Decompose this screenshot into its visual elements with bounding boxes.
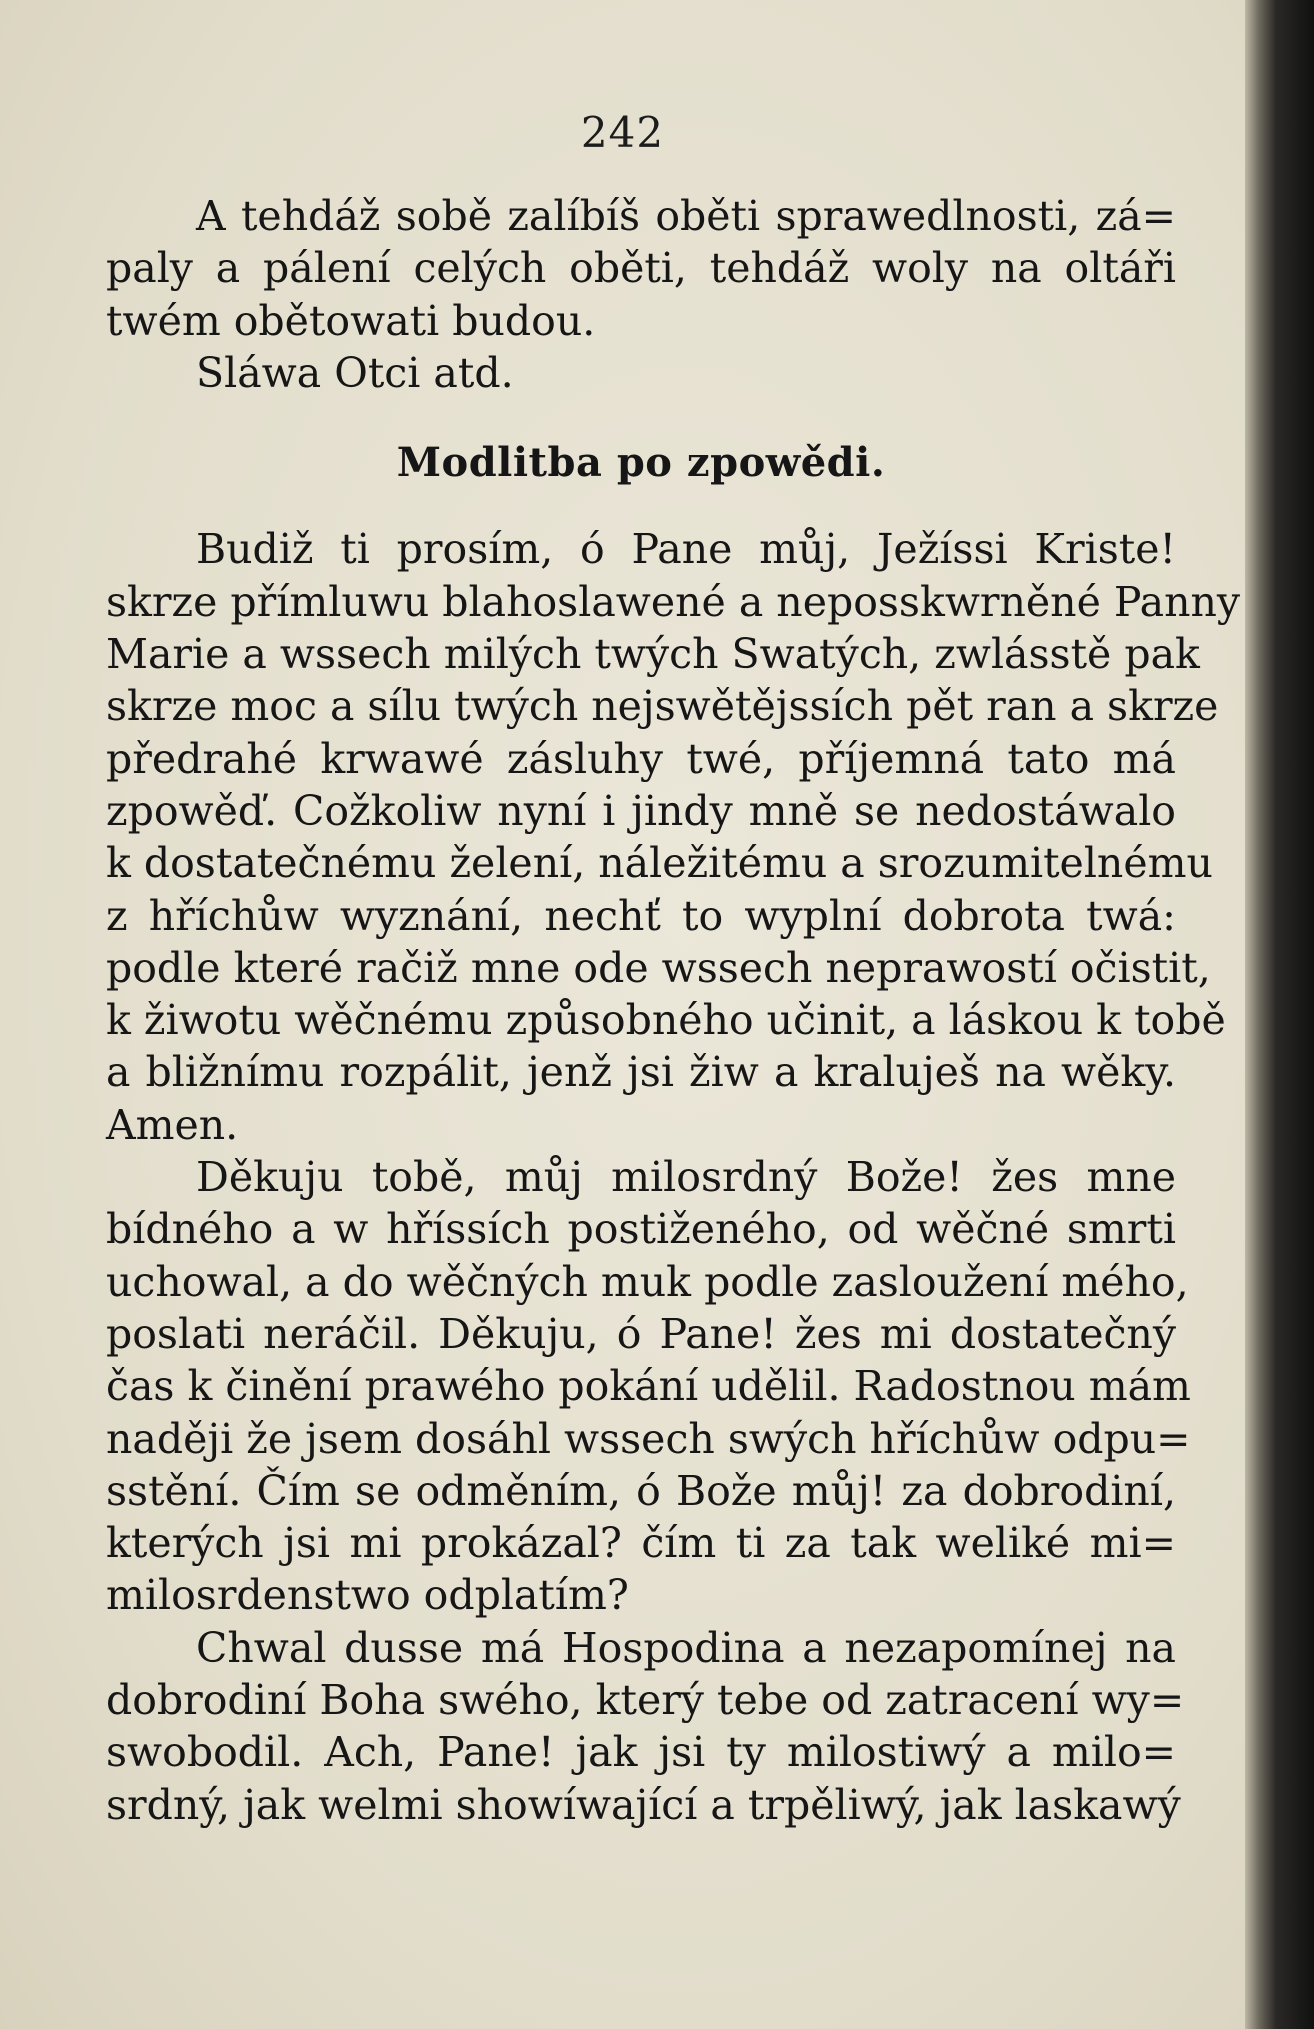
text-line: skrze moc a sílu twých nejswětějssích pět ran a skrze — [106, 682, 1219, 731]
paragraph-prayer-3 — [106, 1622, 1185, 1831]
text-line: Sláwa Otci atd. — [196, 348, 514, 397]
text-line: uchowal, a do wěčných muk podle zasloužení mého, — [106, 1257, 1189, 1306]
text-line: čas k činění prawého pokání udělil. Radostnou mám — [106, 1362, 1191, 1411]
text-line: dobrodiní Boha swého, který tebe od zatracení wy= — [106, 1676, 1185, 1725]
page-number: 242 — [580, 108, 665, 157]
paragraph-prayer-2 — [106, 1151, 1191, 1622]
text-line: podle které račiž mne ode wssech neprawostí očistit, — [106, 943, 1211, 992]
text-line: twém obětowati budou. — [106, 296, 596, 345]
text-line: Amen. — [106, 1100, 239, 1149]
text-line: k žiwotu wěčnému způsobného učinit, a láskou k tobě — [106, 996, 1226, 1045]
text-line: kterých jsi mi prokázal? čím ti za tak weliké mi= — [106, 1519, 1176, 1568]
text-line: Chwal dusse má Hospodina a nezapomínej na — [196, 1623, 1176, 1672]
paragraph-opening — [106, 190, 1176, 347]
text-line: bídného a w hříssích postiženého, od wěčné smrti — [106, 1205, 1176, 1254]
text-line: sstění. Čím se odměním, ó Bože můj! za dobrodiní, — [106, 1466, 1176, 1515]
text-line: swobodil. Ach, Pane! jak jsi ty milostiwý a milo= — [106, 1728, 1176, 1777]
section-heading: Modlitba po zpowědi. — [396, 439, 886, 487]
text-line: a bližnímu rozpálit, jenž jsi žiw a kraluješ na wěky. — [106, 1048, 1176, 1097]
text-block — [106, 190, 1241, 1831]
text-line: skrze přímluwu blahoslawené a neposskwrněné Panny — [106, 577, 1241, 626]
text-line: Budiž ti prosím, ó Pane můj, Ježíssi Kriste! — [196, 525, 1176, 574]
text-line: k dostatečnému želení, náležitému a srozumitelnému — [106, 839, 1213, 888]
text-line: paly a pálení celých oběti, tehdáž woly na oltáři — [106, 244, 1176, 293]
book-spine-shadow — [1245, 0, 1314, 2029]
text-line: Marie a wssech milých twých Swatých, zwlásstě pak — [106, 630, 1200, 679]
paragraph-doxology — [106, 347, 1176, 399]
paragraph-prayer-1 — [106, 523, 1241, 1151]
text-line: poslati neráčil. Děkuju, ó Pane! žes mi dostatečný — [106, 1309, 1176, 1358]
text-line: zpowěď. Cožkoliw nyní i jindy mně se nedostáwalo — [106, 786, 1176, 835]
text-line: A tehdáž sobě zalíbíš oběti sprawedlnosti, zá= — [196, 192, 1176, 240]
text-line: Děkuju tobě, můj milosrdný Bože! žes mne — [196, 1153, 1176, 1202]
text-line: předrahé krwawé zásluhy twé, příjemná tato má — [106, 734, 1176, 783]
text-line: naději že jsem dosáhl wssech swých hříchůw odpu= — [106, 1414, 1191, 1463]
text-line: z hříchůw wyznání, nechť to wyplní dobrota twá: — [106, 891, 1176, 940]
text-line: srdný, jak welmi showíwající a trpěliwý, jak laskawý — [106, 1780, 1181, 1829]
text-line: milosrdenstwo odplatím? — [106, 1571, 629, 1620]
